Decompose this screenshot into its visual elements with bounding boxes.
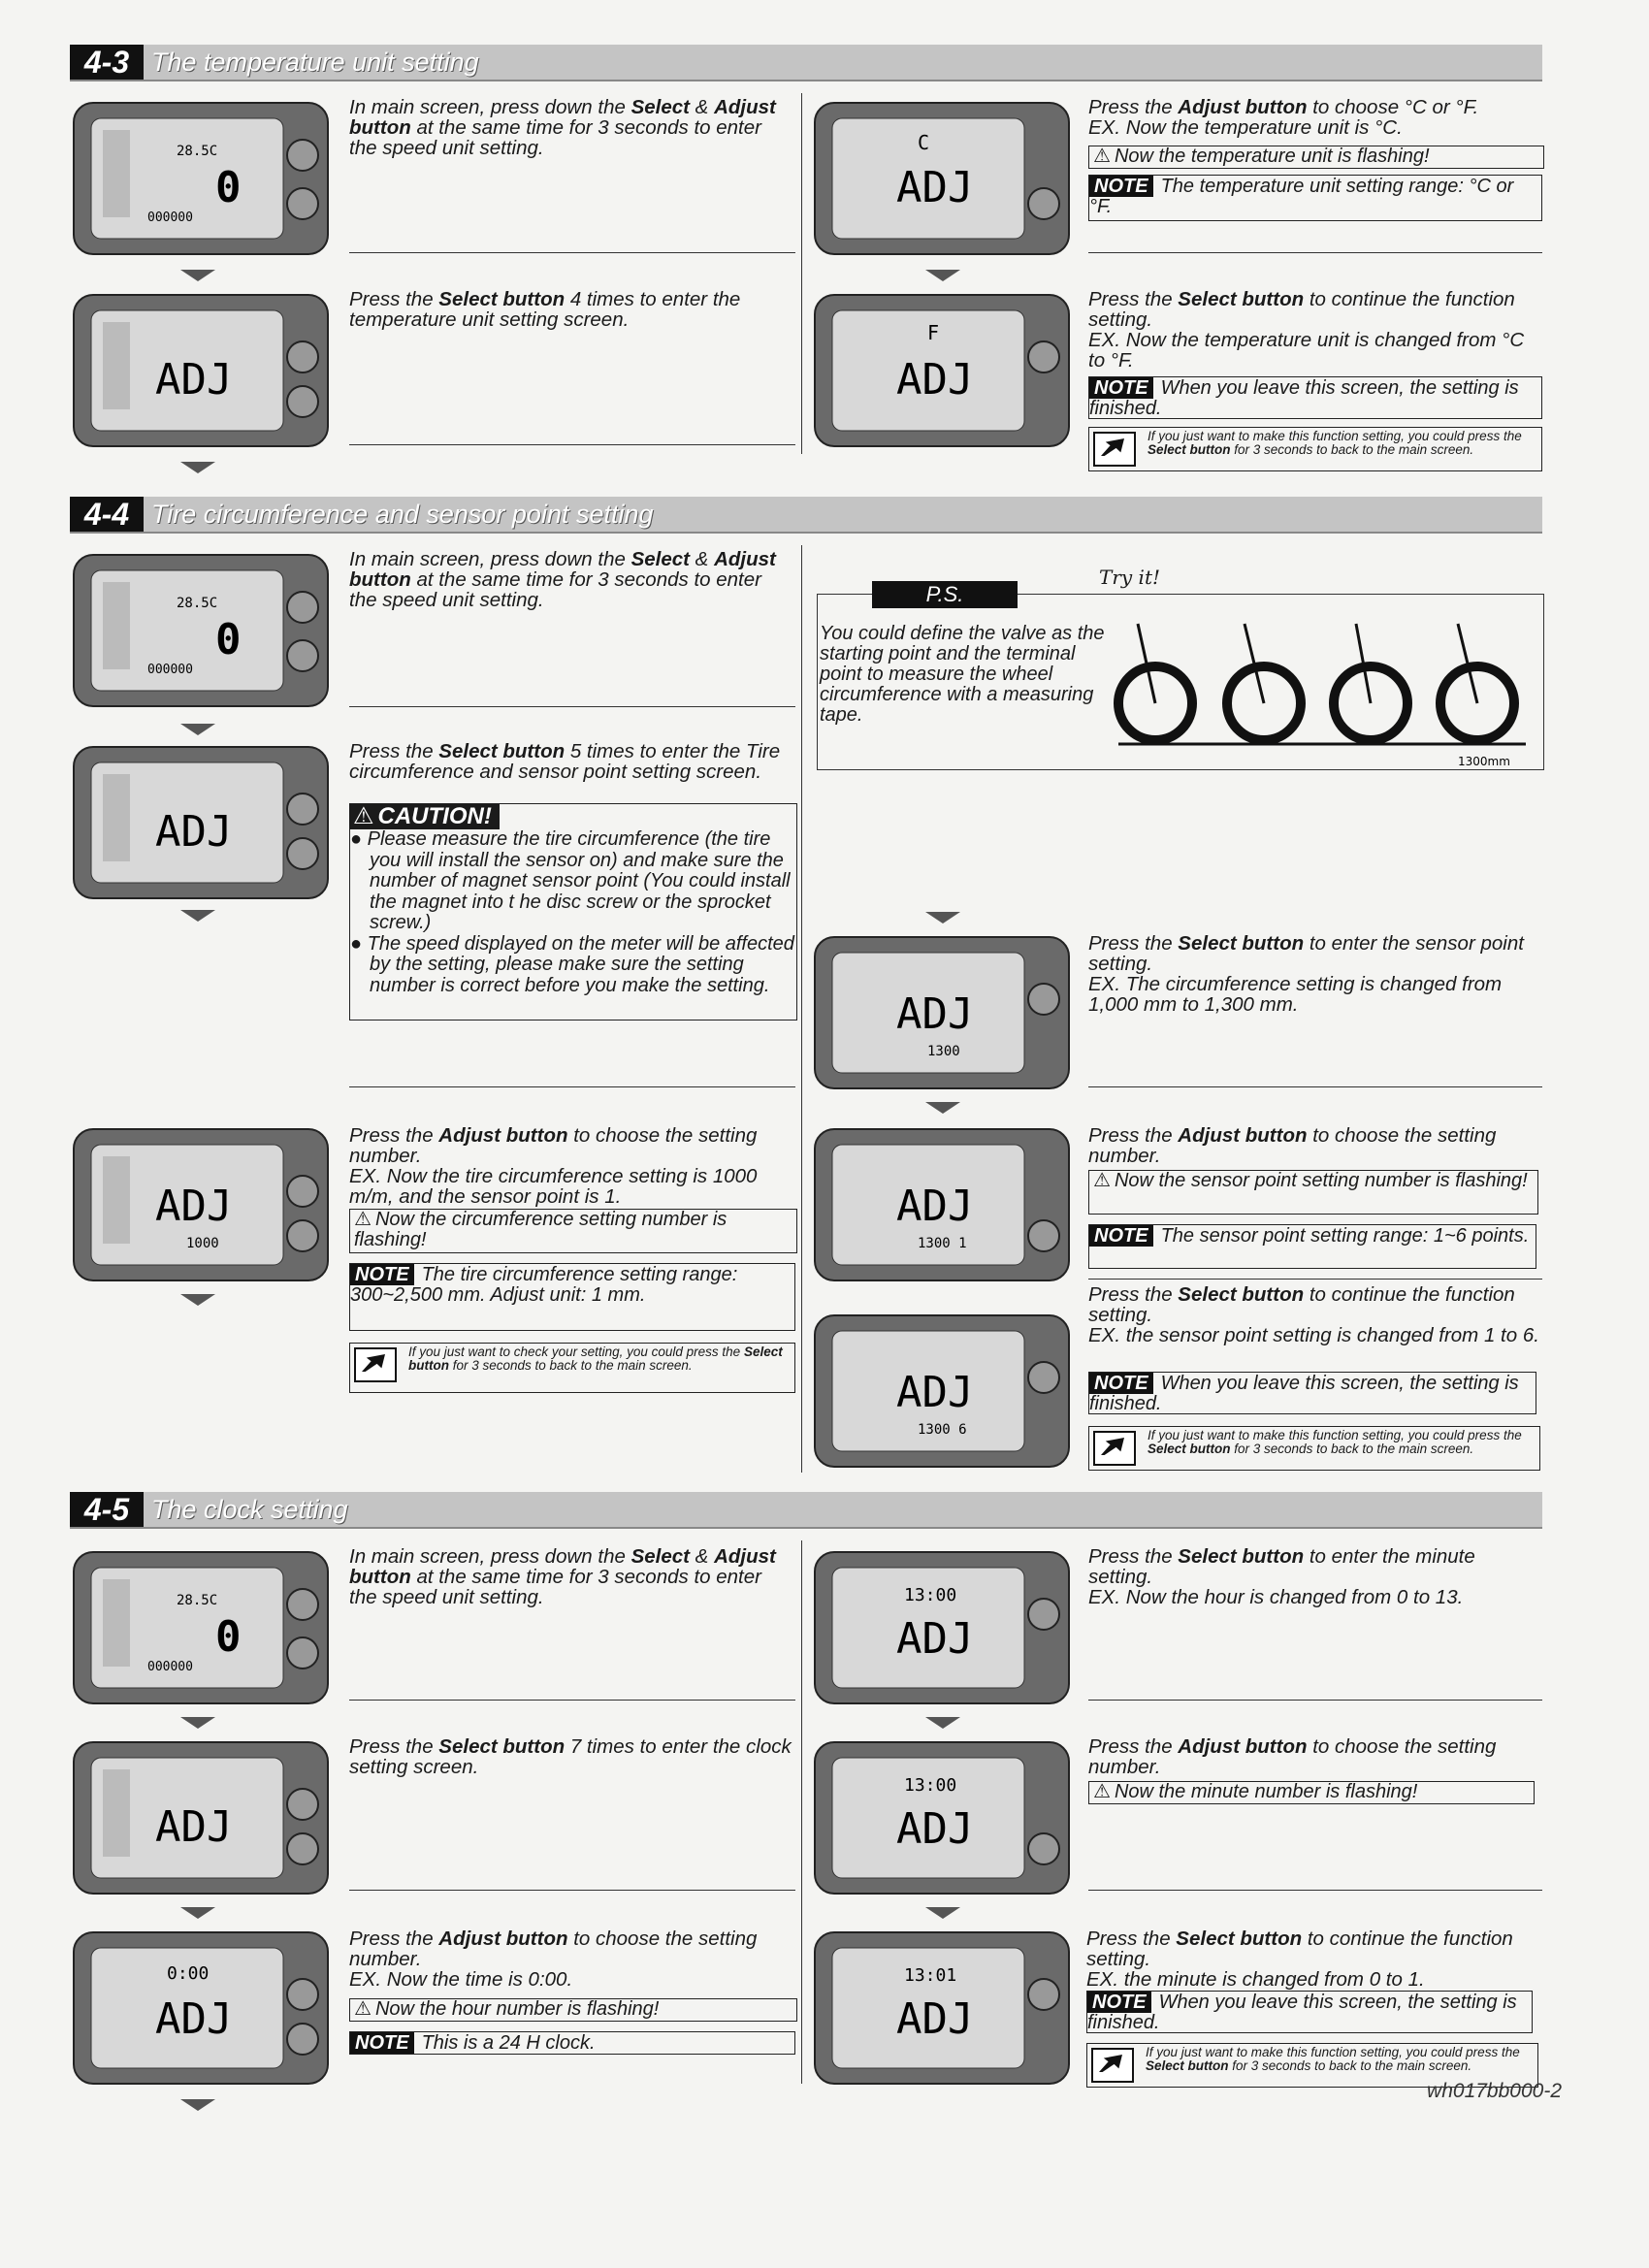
step-text: Press the Select button to enter the minute setting. EX. Now the hour is changed from 0 to 13. — [1088, 1545, 1475, 1608]
down-arrow-icon — [180, 2099, 215, 2111]
step-text: Press the Adjust button to choose the setting number. EX. Now the time is 0:00. — [349, 1928, 758, 1991]
divider — [1088, 1700, 1542, 1701]
note-label: NOTE — [1089, 176, 1153, 197]
svg-text:ADJ: ADJ — [155, 355, 233, 405]
svg-text:ADJ: ADJ — [896, 989, 974, 1039]
meter-illustration — [811, 97, 1073, 260]
svg-text:ADJ: ADJ — [155, 807, 233, 857]
note-box: NOTE When you leave this screen, the setting is finished. — [1086, 1991, 1533, 2033]
note-label: NOTE — [1089, 377, 1153, 399]
down-arrow-icon — [925, 1907, 960, 1919]
svg-text:28.5C: 28.5C — [177, 596, 218, 611]
step-text: Press the Adjust button to choose °C or °F. EX. Now the temperature unit is °C. — [1088, 96, 1479, 139]
step-text: Press the Adjust button to choose the setting number. — [1088, 1124, 1497, 1167]
svg-text:F: F — [927, 321, 940, 344]
warning-icon: ⚠ — [354, 1998, 372, 2020]
caution-item: ● The speed displayed on the meter will be affected by the setting, please make sure the setting number is correct before you make the setting. — [350, 932, 794, 996]
svg-text:1300 1: 1300 1 — [918, 1236, 967, 1251]
down-arrow-icon — [180, 1907, 215, 1919]
meter-speed: 0 — [215, 163, 242, 212]
section-header-4-3 — [70, 45, 1542, 81]
step-text: In main screen, press down the Select & Adjust button at the same time for 3 seconds to enter the speed unit setting. — [349, 96, 776, 159]
svg-text:1000: 1000 — [186, 1236, 219, 1251]
warning-icon: ⚠ — [1093, 146, 1111, 167]
down-arrow-icon — [180, 724, 215, 735]
shortcut-icon — [1091, 2048, 1134, 2083]
down-arrow-icon — [925, 270, 960, 281]
warning-icon: ⚠ — [354, 1209, 372, 1230]
warning-icon: ⚠ — [1093, 1781, 1111, 1802]
meter-illustration — [70, 741, 332, 904]
note-box: NOTE When you leave this screen, the setting is finished. — [1088, 376, 1542, 419]
svg-text:0: 0 — [215, 615, 242, 664]
down-arrow-icon — [180, 1294, 215, 1306]
step-text: Press the Select button 5 times to enter the Tire circumference and sensor point setting screen. — [349, 740, 781, 783]
meter-illustration — [811, 931, 1073, 1094]
meter-odo: 000000 — [147, 211, 193, 225]
section-number: 4-5 — [70, 1492, 144, 1527]
svg-text:0:00: 0:00 — [167, 1963, 210, 1984]
svg-text:13:01: 13:01 — [904, 1965, 957, 1986]
note-label: NOTE — [350, 1264, 414, 1285]
note-label: NOTE — [1089, 1225, 1153, 1247]
step-text: Press the Select button 7 times to enter the clock setting screen. — [349, 1735, 792, 1778]
meter-illustration — [811, 1123, 1073, 1286]
tip-box: If you just want to check your setting, you could press the Select button for 3 seconds to back to the main screen. — [349, 1343, 795, 1393]
svg-text:000000: 000000 — [147, 663, 193, 677]
meter-illustration — [70, 289, 332, 452]
divider — [1088, 252, 1542, 253]
shortcut-icon — [1093, 432, 1136, 467]
svg-text:000000: 000000 — [147, 1660, 193, 1674]
svg-text:ADJ: ADJ — [155, 1802, 233, 1852]
caution-item: ● Please measure the tire circumference (the tire you will install the sensor on) and make sure the number of magnet sensor point (You could install the magnet into t he disc screw or the sprocket screw.) — [350, 828, 791, 933]
column-divider — [801, 545, 802, 1473]
note-label: NOTE — [1087, 1992, 1151, 2013]
section-title: Tire circumference and sensor point setting — [151, 500, 654, 529]
ps-text: You could define the valve as the starting point and the terminal point to measure the wheel circumference with a measuring tape. — [820, 623, 1105, 726]
meter-illustration — [70, 1546, 332, 1709]
section-header-4-4 — [70, 497, 1542, 534]
tip-box: If you just want to make this function setting, you could press the Select button for 3 seconds to back to the main screen. — [1086, 2043, 1538, 2088]
ps-box — [817, 566, 1544, 770]
section-title: The clock setting — [151, 1495, 348, 1524]
meter-illustration — [811, 289, 1073, 452]
tip-box: If you just want to make this function setting, you could press the Select button for 3 seconds to back to the main screen. — [1088, 427, 1542, 471]
down-arrow-icon — [925, 1717, 960, 1729]
warning-icon: ⚠ — [353, 803, 374, 829]
meter-illustration — [70, 549, 332, 712]
meter-illustration — [70, 97, 332, 260]
step-text: Press the Select button 4 times to enter the temperature unit setting screen. — [349, 288, 741, 331]
shortcut-icon — [354, 1347, 397, 1382]
divider — [349, 252, 795, 253]
note-box: NOTE The temperature unit setting range: °C or °F. — [1088, 175, 1542, 221]
shortcut-icon — [1093, 1431, 1136, 1466]
meter-illustration — [70, 1123, 332, 1286]
warning-box: ⚠ Now the temperature unit is flashing! — [1088, 146, 1544, 169]
svg-text:28.5C: 28.5C — [177, 1593, 218, 1608]
meter-illustration — [811, 1927, 1073, 2090]
meter-illustration — [70, 1927, 332, 2090]
try-it-label: Try it! — [1099, 566, 1161, 589]
measure-label: 1300mm — [1458, 755, 1510, 768]
note-box: NOTE The sensor point setting range: 1~6 points. — [1088, 1224, 1536, 1269]
column-divider — [801, 93, 802, 454]
meter-illustration — [811, 1546, 1073, 1709]
caution-heading: ⚠ CAUTION! — [349, 804, 500, 829]
step-text: Press the Select button to continue the function setting. EX. the minute is changed from 0 to 1. — [1086, 1928, 1513, 1991]
column-divider — [801, 1540, 802, 2084]
divider — [349, 1700, 795, 1701]
step-text: Press the Adjust button to choose the setting number. EX. Now the tire circumference setting is 1000 m/m, and the sensor point is 1. — [349, 1124, 758, 1208]
svg-text:ADJ: ADJ — [896, 1368, 974, 1417]
divider — [349, 706, 795, 707]
section-title: The temperature unit setting — [151, 48, 479, 77]
divider — [1088, 1086, 1542, 1087]
divider — [1088, 1279, 1542, 1280]
note-label: NOTE — [1089, 1373, 1153, 1394]
svg-text:ADJ: ADJ — [155, 1182, 233, 1231]
step-text: In main screen, press down the Select & Adjust button at the same time for 3 seconds to enter the speed unit setting. — [349, 548, 776, 611]
svg-text:ADJ: ADJ — [896, 1994, 974, 2044]
down-arrow-icon — [925, 1102, 960, 1114]
down-arrow-icon — [180, 462, 215, 473]
down-arrow-icon — [180, 1717, 215, 1729]
svg-text:ADJ: ADJ — [896, 1804, 974, 1854]
svg-text:13:00: 13:00 — [904, 1585, 957, 1605]
section-number: 4-4 — [70, 497, 144, 532]
ps-label: P.S. — [872, 581, 1018, 608]
svg-text:ADJ: ADJ — [896, 1182, 974, 1231]
step-text: Press the Select button to enter the sensor point setting. EX. The circumference setting is changed from 1,000 mm to 1,300 mm. — [1088, 932, 1524, 1016]
warning-box: ⚠ Now the sensor point setting number is flashing! — [1088, 1170, 1538, 1215]
divider — [349, 444, 795, 445]
tip-box: If you just want to make this function setting, you could press the Select button for 3 seconds to back to the main screen. — [1088, 1426, 1540, 1471]
svg-text:C: C — [918, 131, 930, 154]
meter-illustration — [70, 1736, 332, 1899]
divider — [349, 1890, 795, 1891]
note-label: NOTE — [350, 2032, 414, 2054]
svg-text:ADJ: ADJ — [155, 1994, 233, 2044]
svg-text:13:00: 13:00 — [904, 1775, 957, 1796]
step-text: In main screen, press down the Select & Adjust button at the same time for 3 seconds to enter the speed unit setting. — [349, 1545, 776, 1608]
section-header-4-5 — [70, 1492, 1542, 1529]
warning-box: ⚠ Now the minute number is flashing! — [1088, 1781, 1535, 1804]
svg-text:1300 6: 1300 6 — [918, 1422, 967, 1438]
divider — [349, 1086, 795, 1087]
down-arrow-icon — [180, 270, 215, 281]
caution-box — [349, 803, 797, 1021]
svg-text:1300: 1300 — [927, 1044, 960, 1059]
down-arrow-icon — [180, 910, 215, 922]
step-text: Press the Adjust button to choose the setting number. — [1088, 1735, 1497, 1778]
warning-icon: ⚠ — [1093, 1170, 1111, 1191]
svg-text:ADJ: ADJ — [896, 355, 974, 405]
down-arrow-icon — [925, 912, 960, 923]
step-text: Press the Select button to continue the function setting. EX. the sensor point setting is changed from 1 to 6. — [1088, 1283, 1539, 1346]
document-code: wh017bb000-2 — [1427, 2080, 1562, 2102]
divider — [1088, 1890, 1542, 1891]
warning-box: ⚠ Now the circumference setting number is flashing! — [349, 1209, 797, 1253]
section-number: 4-3 — [70, 45, 144, 80]
wheel-measure-illustration — [1109, 614, 1536, 769]
warning-box: ⚠ Now the hour number is flashing! — [349, 1998, 797, 2022]
svg-text:ADJ: ADJ — [896, 1614, 974, 1664]
svg-text:0: 0 — [215, 1612, 242, 1662]
note-box: NOTE When you leave this screen, the setting is finished. — [1088, 1372, 1536, 1414]
meter-temp: 28.5C — [177, 144, 218, 159]
note-box: NOTE The tire circumference setting range: 300~2,500 mm. Adjust unit: 1 mm. — [349, 1263, 795, 1331]
meter-illustration — [811, 1310, 1073, 1473]
step-text: Press the Select button to continue the function setting. EX. Now the temperature unit is changed from °C to °F. — [1088, 288, 1525, 372]
svg-text:ADJ: ADJ — [896, 163, 974, 212]
note-box: NOTE This is a 24 H clock. — [349, 2031, 795, 2055]
meter-illustration — [811, 1736, 1073, 1899]
